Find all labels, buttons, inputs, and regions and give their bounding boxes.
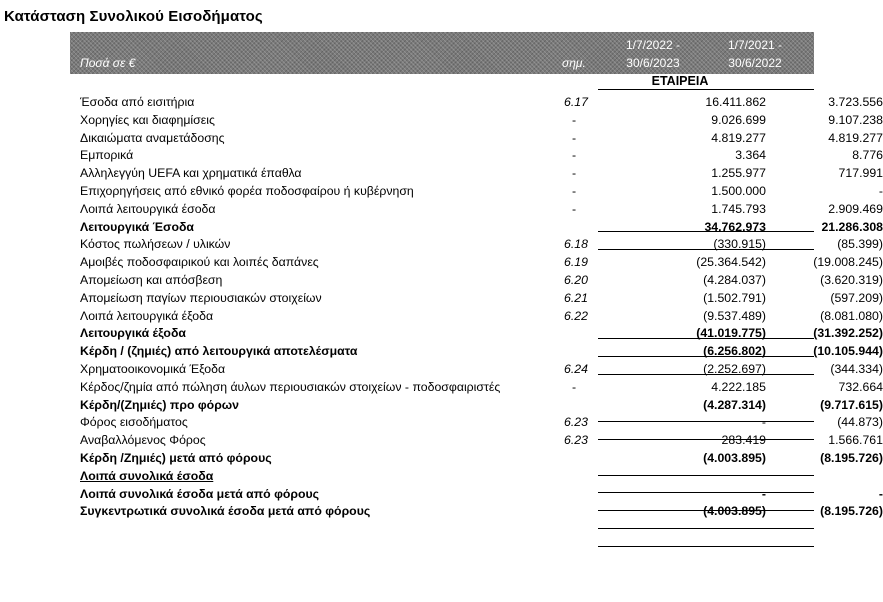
row-value-2023: - <box>761 415 766 430</box>
row-value-2023: (1.502.791) <box>703 290 766 305</box>
row-label: Κέρδος/ζημία από πώληση άυλων περιουσιακών στοιχείων - ποδοσφαιριστές <box>80 379 501 394</box>
row-label: Έσοδα από εισιτήρια <box>80 95 195 109</box>
table-row <box>80 379 883 397</box>
row-label: Λοιπά λειτουργικά έσοδα <box>80 201 216 216</box>
row-label: Επιχορηγήσεις από εθνικό φορέα ποδοσφαίρου ή κυβέρνηση <box>80 183 414 198</box>
row-note: 6.17 <box>564 95 588 109</box>
total-rule <box>598 475 814 476</box>
total-rule <box>598 510 814 511</box>
row-value-2022: 4.819.277 <box>828 130 883 145</box>
row-value-2023: 1.255.977 <box>711 166 766 181</box>
row-label: Κέρδη/(Ζημιές) προ φόρων <box>80 397 240 412</box>
row-label: Εμπορικά <box>80 148 134 163</box>
row-value-2022: (344.334) <box>830 361 883 376</box>
row-label: Συγκεντρωτικά συνολικά έσοδα μετά από φόρους <box>80 504 371 519</box>
row-note: 6.20 <box>564 272 588 287</box>
table-row <box>80 397 883 415</box>
table-row <box>80 503 883 521</box>
amounts-label: Ποσά σε € <box>80 56 136 70</box>
row-value-2023: (25.364.542) <box>696 255 766 270</box>
row-value-2023: 4.222.185 <box>711 379 766 394</box>
period-2023-header-line1: 1/7/2022 - <box>625 38 681 52</box>
table-row <box>80 147 883 165</box>
row-value-2023: (4.287.314) <box>703 397 766 412</box>
row-note: - <box>572 183 577 198</box>
row-value-2022: (31.392.252) <box>813 326 883 341</box>
table-header-band <box>70 32 814 74</box>
statement-title: Κατάσταση Συνολικού Εισοδήματος <box>4 8 263 25</box>
row-label: Λοιπά συνολικά έσοδα μετά από φόρους <box>80 486 320 501</box>
row-note: - <box>572 112 577 127</box>
period-2022-header-line2: 30/6/2022 <box>728 56 782 70</box>
entity-label: ΕΤΑΙΡΕΙΑ <box>651 74 709 88</box>
row-value-2023: (4.003.895) <box>703 450 766 465</box>
row-value-2022: (8.081.080) <box>820 308 883 323</box>
row-value-2022: (8.195.726) <box>820 450 883 465</box>
row-label: Κέρδη /Ζημιές) μετά από φόρους <box>80 450 272 465</box>
row-note: 6.24 <box>564 361 588 376</box>
row-value-2023: 3.364 <box>735 148 766 163</box>
row-label: Κόστος πωλήσεων / υλικών <box>80 237 231 252</box>
row-label: Δικαιώματα αναμετάδοσης <box>80 130 225 145</box>
row-value-2023: - <box>761 486 766 501</box>
row-value-2022: 3.723.556 <box>828 95 883 109</box>
total-rule <box>598 546 814 547</box>
table-row <box>80 236 883 254</box>
total-rule <box>598 421 814 422</box>
table-row <box>80 361 883 379</box>
row-label: Λοιπά λειτουργικά έξοδα <box>80 308 214 323</box>
period-2023-header-line2: 30/6/2023 <box>626 56 680 70</box>
row-note: - <box>572 379 577 394</box>
table-row <box>80 325 883 343</box>
table-row <box>80 343 883 361</box>
row-value-2022: 21.286.308 <box>821 219 883 234</box>
row-label: Φόρος εισοδήματος <box>80 415 188 430</box>
total-rule <box>598 338 814 339</box>
total-rule <box>598 249 814 250</box>
row-note: - <box>572 148 577 163</box>
row-value-2022: 9.107.238 <box>828 112 883 127</box>
row-label: Αναβαλλόμενος Φόρος <box>80 433 206 448</box>
row-value-2022: (8.195.726) <box>820 504 883 519</box>
row-note: - <box>572 130 577 145</box>
row-value-2022: (19.008.245) <box>813 255 883 270</box>
total-rule <box>598 492 814 493</box>
period-2022-header-line1: 1/7/2021 - <box>727 38 783 52</box>
row-value-2022: 2.909.469 <box>828 201 883 216</box>
row-value-2023: (4.284.037) <box>703 272 766 287</box>
row-value-2023: (6.256.802) <box>703 344 766 359</box>
table-row <box>80 165 883 183</box>
table-row <box>80 414 883 432</box>
row-value-2022: 717.991 <box>838 166 883 181</box>
row-value-2023: 34.762.973 <box>704 219 766 234</box>
row-label: Λειτουργικά έξοδα <box>80 326 186 341</box>
statement-table <box>80 94 883 521</box>
table-row <box>80 130 883 148</box>
row-value-2023: 1.745.793 <box>711 201 766 216</box>
table-row <box>80 486 883 504</box>
table-row <box>80 94 883 112</box>
row-label: Αμοιβές ποδοσφαιρικού και λοιπές δαπάνες <box>80 255 319 270</box>
row-note: 6.23 <box>564 433 588 448</box>
row-value-2023: 16.411.862 <box>705 95 766 109</box>
table-row <box>80 468 820 486</box>
row-value-2022: (597.209) <box>830 290 883 305</box>
row-value-2022: - <box>878 183 883 198</box>
total-rule <box>598 439 814 440</box>
row-value-2022: 732.664 <box>838 379 883 394</box>
total-rule <box>598 374 814 375</box>
row-note: - <box>572 166 577 181</box>
table-row <box>80 308 883 326</box>
row-value-2022: 1.566.761 <box>828 433 883 448</box>
note-column-header: σημ. <box>562 56 586 70</box>
row-value-2022: (10.105.944) <box>813 344 883 359</box>
row-label: Λειτουργικά Έσοδα <box>80 219 194 234</box>
total-rule <box>598 528 814 529</box>
table-row <box>80 432 883 450</box>
table-row <box>80 272 883 290</box>
row-value-2022: (3.620.319) <box>820 272 883 287</box>
row-value-2023: (9.537.489) <box>703 308 766 323</box>
row-note: 6.23 <box>564 415 588 430</box>
row-value-2022: (9.717.615) <box>820 397 883 412</box>
row-value-2023: 283.419 <box>721 433 766 448</box>
row-value-2022: 8.776 <box>852 148 883 163</box>
row-value-2022: - <box>878 486 883 501</box>
row-label: Λοιπά συνολικά έσοδα <box>80 468 214 483</box>
table-row <box>80 254 883 272</box>
row-value-2023: 9.026.699 <box>711 112 766 127</box>
row-label: Χορηγίες και διαφημίσεις <box>80 112 215 127</box>
table-row <box>80 201 883 219</box>
row-note: 6.21 <box>564 290 588 305</box>
row-note: 6.19 <box>564 255 588 270</box>
row-value-2023: (4.003.895) <box>703 504 766 519</box>
row-label: Απομείωση και απόσβεση <box>80 272 223 287</box>
row-value-2023: 1.500.000 <box>711 183 766 198</box>
row-value-2023: 4.819.277 <box>711 130 766 145</box>
total-rule <box>598 231 814 232</box>
table-row <box>80 450 883 468</box>
row-value-2022: (44.873) <box>837 415 883 430</box>
row-label: Αλληλεγγύη UEFA και χρηματικά έπαθλα <box>80 166 302 181</box>
row-value-2023: (41.019.775) <box>696 326 766 341</box>
row-note: 6.22 <box>564 308 588 323</box>
table-row <box>80 219 883 237</box>
row-note: - <box>572 201 577 216</box>
entity-divider <box>598 89 814 90</box>
row-label: Χρηματοοικονομικά Έξοδα <box>80 361 226 376</box>
row-label: Απομείωση παγίων περιουσιακών στοιχείων <box>80 290 322 305</box>
row-value-2023: (330.915) <box>713 237 766 252</box>
row-label: Κέρδη / (ζημιές) από λειτουργικά αποτελέσματα <box>80 344 358 359</box>
table-row <box>80 112 883 130</box>
row-value-2023: (2.252.697) <box>703 361 766 376</box>
row-note: 6.18 <box>564 237 588 252</box>
row-value-2022: (85.399) <box>837 237 883 252</box>
table-row <box>80 290 883 308</box>
table-row <box>80 183 883 201</box>
total-rule <box>598 356 814 357</box>
